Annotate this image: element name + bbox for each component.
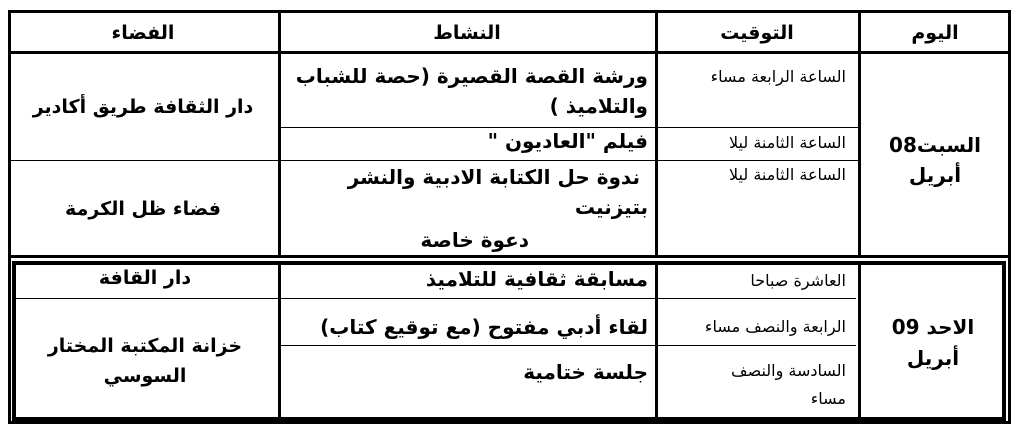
time-cell: الساعة الثامنة ليلا: [728, 133, 846, 152]
place-cell: فضاء ظل الكرمة: [65, 198, 221, 220]
col-divider-time-2: [858, 261, 861, 421]
activity-note: دعوة خاصة: [420, 228, 529, 252]
col-divider-activity-2: [655, 261, 658, 421]
place-cell: دار الثقافة طريق أكادير: [32, 96, 254, 118]
time-cell: الساعة الرابعة مساء: [710, 67, 846, 86]
day1-divider: [8, 255, 1011, 258]
row-divider: [280, 127, 858, 128]
place-cell: دار القافة: [98, 267, 192, 289]
place-cell-cont: السوسي: [103, 365, 187, 387]
activity-cell: لقاء أدبي مفتوح (مع توقيع كتاب): [320, 315, 648, 339]
day2-label: الاحد 09: [891, 315, 975, 339]
place-cell: خزانة المكتبة المختار: [47, 335, 243, 357]
col-divider-activity: [655, 10, 658, 255]
day1-label: السبت08: [889, 133, 981, 157]
row-divider: [16, 298, 856, 299]
activity-cell-cont: بتيزنيت: [574, 195, 648, 219]
header-day: اليوم: [911, 22, 959, 44]
header-time: التوقيت: [720, 22, 794, 44]
col-divider-place: [278, 10, 281, 255]
header-activity: النشاط: [433, 22, 501, 44]
activity-cell: جلسة ختامية: [523, 360, 648, 384]
row-divider: [280, 160, 858, 161]
col-divider-place-2: [278, 261, 281, 421]
day2-month: أبريل: [906, 346, 960, 370]
activity-cell: مسابقة ثقافية للتلاميذ: [425, 267, 648, 291]
time-cell-cont: مساء: [810, 389, 846, 408]
time-cell: الساعة الثامنة ليلا: [728, 165, 846, 184]
time-cell: الرابعة والنصف مساء: [704, 317, 846, 336]
col-divider-time: [858, 10, 861, 255]
header-place: الفضاء: [111, 22, 175, 44]
row-divider: [10, 160, 278, 161]
row-divider: [280, 345, 856, 346]
time-cell: السادسة والنصف: [731, 361, 846, 380]
activity-cell-cont: والتلاميذ ): [549, 94, 648, 118]
time-cell: العاشرة صباحا: [750, 271, 846, 290]
activity-cell: فيلم "العاديون ": [487, 129, 648, 153]
activity-cell: ورشة القصة القصيرة (حصة للشباب: [295, 64, 648, 88]
activity-cell: ندوة حل الكتابة الادبية والنشر: [347, 165, 640, 189]
day1-month: أبريل: [908, 163, 962, 187]
